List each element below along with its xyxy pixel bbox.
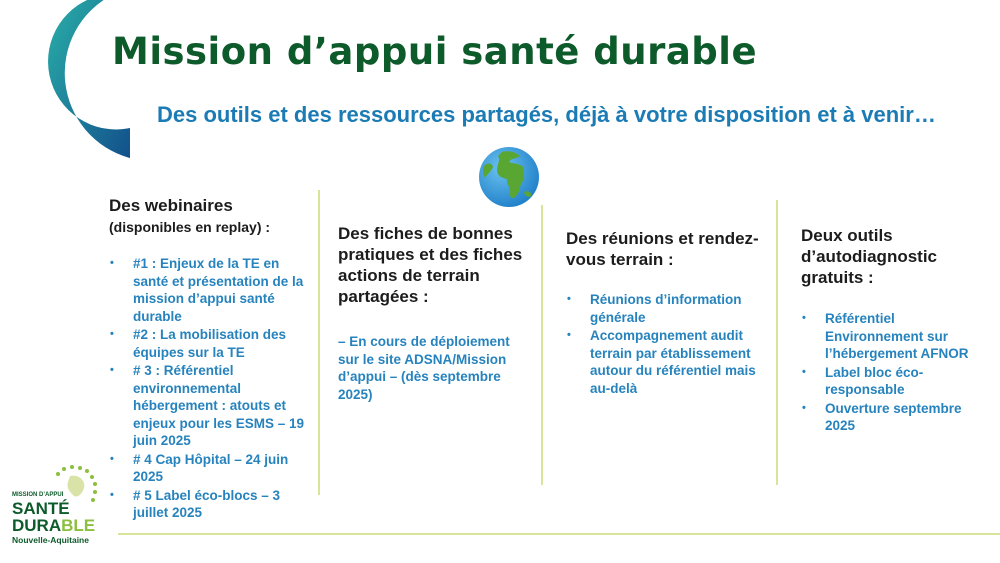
mission-logo — [8, 462, 103, 550]
divider — [776, 200, 778, 485]
column-webinaires — [109, 195, 309, 523]
list-item: • # 5 Label éco-blocs – 3 juillet 2025 — [109, 487, 309, 522]
page-subtitle: Des outils et des ressources partagés, déjà à votre disposition et à venir… — [157, 102, 936, 127]
divider — [541, 205, 543, 485]
list-item: • # 3 : Référentiel environnemental hébergement : atouts et enjeux pour les ESMS – 19 juin 2025 — [109, 362, 309, 450]
column-heading — [109, 195, 309, 238]
column-reunions — [566, 228, 761, 398]
decorative-arc — [0, 0, 140, 160]
logo-region-text: Nouvelle-Aquitaine — [12, 535, 89, 545]
logo-sante-text: SANTÉ — [12, 499, 70, 518]
divider — [318, 190, 320, 495]
list-item: • Réunions d’information générale — [566, 291, 761, 326]
list-item: • Ouverture septembre 2025 — [801, 400, 991, 435]
heading-text: Des webinaires — [109, 196, 233, 215]
logo-durable-text — [12, 517, 95, 534]
column-heading: Des fiches de bonnes pratiques et des fiches actions de terrain partagées : — [338, 224, 523, 306]
list-item: • # 4 Cap Hôpital – 24 juin 2025 — [109, 451, 309, 486]
subheading-text: (disponibles en replay) : — [109, 219, 271, 235]
logo-top-text: MISSION D’APPUI — [12, 492, 64, 498]
list-item: • #1 : Enjeux de la TE en santé et présentation de la mission d’appui santé durable — [109, 255, 309, 325]
deployment-note: – En cours de déploiement sur le site ADSNA/Mission d’appui – (dès septembre 2025) — [338, 334, 510, 402]
logo-durable-b: BLE — [61, 516, 96, 535]
list-item: • Label bloc éco-responsable — [801, 364, 991, 399]
list-item: • #2 : La mobilisation des équipes sur la TE — [109, 326, 309, 361]
webinar-list — [109, 255, 309, 522]
logo-durable-a: DURA — [12, 516, 62, 535]
list-item: • Accompagnement audit terrain par établissement autour du référentiel mais au-delà — [566, 327, 761, 397]
list-item: • Référentiel Environnement sur l’hébergement AFNOR — [801, 310, 991, 363]
column-outils — [801, 225, 991, 436]
reunions-list — [566, 291, 761, 397]
outils-list — [801, 310, 991, 435]
page-title: Mission d’appui santé durable — [112, 30, 758, 73]
column-heading: Deux outils d’autodiagnostic gratuits : — [801, 226, 937, 287]
bottom-rule — [118, 533, 1000, 535]
globe-icon — [478, 146, 540, 208]
column-heading: Des réunions et rendez-vous terrain : — [566, 229, 759, 269]
column-fiches — [338, 223, 528, 403]
